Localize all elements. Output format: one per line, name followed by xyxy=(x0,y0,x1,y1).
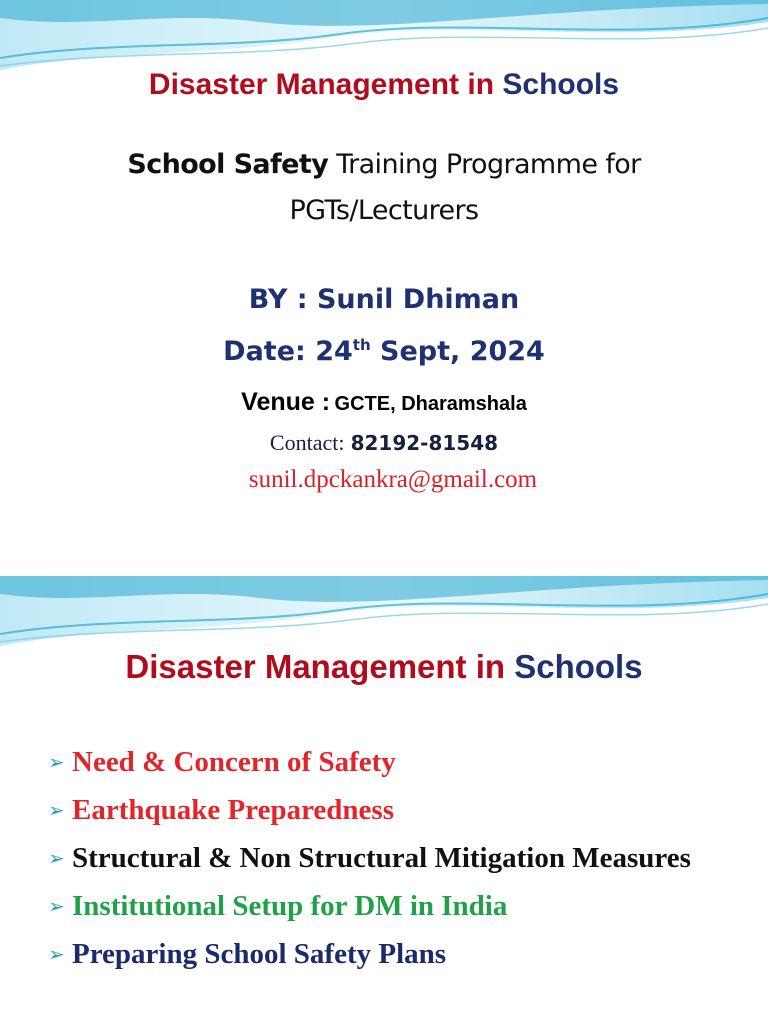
contact-email: sunil.dpckankra@gmail.com xyxy=(248,466,538,493)
list-item-text: Institutional Setup for DM in India xyxy=(72,890,508,922)
list-item-text: Structural & Non Structural Mitigation Measures xyxy=(72,842,691,874)
slide-title xyxy=(0,68,768,102)
list-item-text: Earthquake Preparedness xyxy=(72,794,394,826)
contact xyxy=(0,430,768,456)
slide-title xyxy=(0,648,768,686)
arrow-bullet-icon: ➢ xyxy=(48,846,65,870)
list-item-text: Need & Concern of Safety xyxy=(72,746,396,778)
presentation-date xyxy=(0,336,768,367)
subtitle-bold: School Safety xyxy=(127,149,329,180)
arrow-bullet-icon: ➢ xyxy=(48,798,65,822)
list-item xyxy=(48,934,758,974)
venue-value: GCTE, Dharamshala xyxy=(334,393,527,415)
list-item xyxy=(48,838,758,878)
date-prefix: Date: 24 xyxy=(223,336,353,367)
list-item xyxy=(48,886,758,926)
agenda-slide xyxy=(0,576,768,1024)
list-item-text: Preparing School Safety Plans xyxy=(72,938,447,970)
subtitle xyxy=(0,142,768,234)
list-item xyxy=(48,742,758,782)
agenda-list xyxy=(48,742,758,982)
arrow-bullet-icon: ➢ xyxy=(48,894,65,918)
list-item xyxy=(48,790,758,830)
title-blue-part: Schools xyxy=(514,648,643,685)
title-blue-part: Schools xyxy=(502,68,620,101)
date-suffix: Sept, 2024 xyxy=(380,336,545,367)
subtitle-line2: PGTs/Lecturers xyxy=(289,195,479,226)
contact-label: Contact: xyxy=(269,430,345,455)
contact-phone: 82192-81548 xyxy=(350,431,499,455)
presenter-name: BY : Sunil Dhiman xyxy=(248,284,520,315)
venue xyxy=(0,388,768,417)
venue-label: Venue : xyxy=(241,388,331,416)
title-red-part: Disaster Management in xyxy=(125,648,506,685)
subtitle-rest: Training Programme for xyxy=(336,149,641,180)
date-suffix-sup: th xyxy=(352,336,371,354)
arrow-bullet-icon: ➢ xyxy=(48,750,65,774)
arrow-bullet-icon: ➢ xyxy=(48,942,65,966)
title-red-part: Disaster Management in xyxy=(148,68,495,101)
